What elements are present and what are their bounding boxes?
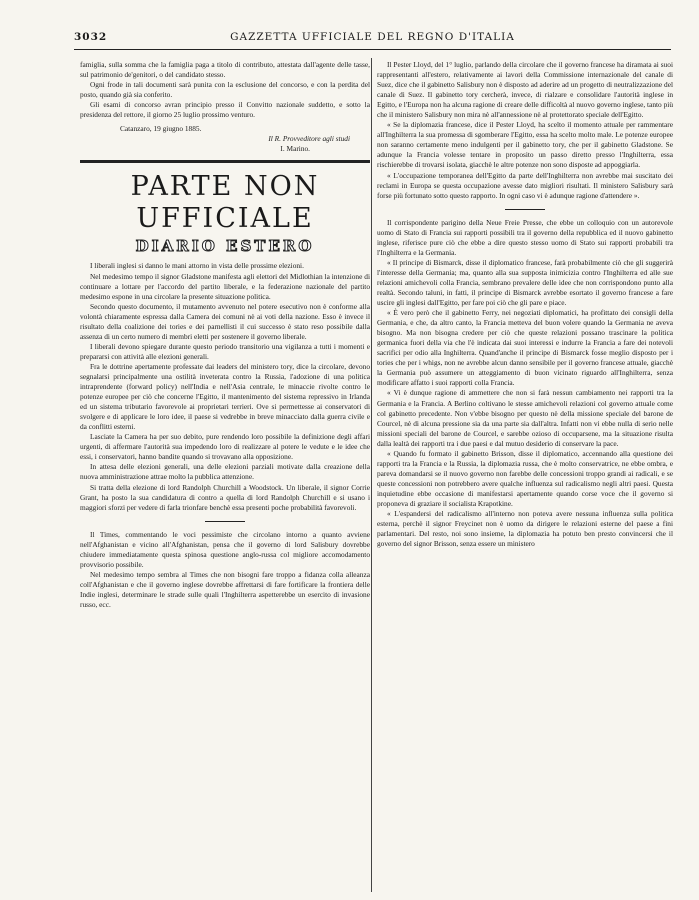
signer-title: Il R. Provveditore agli studi (268, 134, 350, 144)
paragraph: Nel medesimo tempo sembra al Times che non bisogni fare troppo a fidanza colla alleanza coll'Afghanistan e che il governo inglese dovrebbe affrettarsi di fare fortificare la frontiera delle Indie inglesi, determinare le strade sulle quali l'Inghilterra aspetterebbe un esercito di invasione russo, ecc. (80, 569, 370, 609)
page-number: 3032 (74, 31, 108, 43)
paragraph: Si tratta della elezione di lord Randolph Churchill a Woodstock. Un liberale, il signor Corrie Grant, ha posto la sua candidatura di contro a quella di lord Randolph Churchill e si usano i maggiori sforzi per vedere di farla trionfare benchè essa presenti poche probabilità favorevoli. (80, 482, 370, 512)
paragraph: Il Pester Lloyd, del 1° luglio, parlando della circolare che il governo francese ha diramata ai suoi rappresentanti all'estero, relativamente ai lavori della Commissione internazionale del canale di Suez, dice che il gabinetto Salisbury non è disposto ad aderire ad un progetto di neutralizzazione del canale di Suez. Il gabinetto tory cercherà, invece, di rialzare e consolidare l'autorità inglese in Egitto, e l'Europa non ha alcuna ragione di creare delle difficoltà al nuovo governo inglese, tanto più che il ministero Salisbury non mira nè all'annessione nè al protettorato speciale dell'Egitto. (377, 60, 673, 120)
paragraph: « L'espandersi del radicalismo all'interno non poteva avere nessuna influenza sulla politica esterna, perchè il signor Freycinet non è uomo da dirigere le relazioni esterne del paese a fini parlamentari. Del resto, noi sono insieme, la diplomazia ha potuto ben presto convincersi che il governo del signor Brisson, senza essere un ministero (377, 509, 673, 549)
paragraph: « Il principe di Bismarck, disse il diplomatico francese, farà probabilmente ciò che gli suggerirà l'interesse della Germania; ma, quanto alla sua supposta inimicizia contro l'Inghilterra ed alle sue relazioni amichevoli colla Francia, sembrano prevalere delle idee che non corrispondono punto alla realtà. Secondo taluni, in fatti, il principe di Bismarck avrebbe esortato il governo francese a fare uscire gli inglesi dall'Egitto, per fare poi ciò che gli pare e piace. (377, 257, 673, 308)
section-subtitle: DIARIO ESTERO (135, 237, 315, 256)
dateline: Catanzaro, 19 giugno 1885. (120, 124, 202, 134)
paragraph: Ogni frode in tali documenti sarà punita con la esclusione del concorso, e con la perdita del posto, quando già sia conferito. (80, 80, 370, 100)
paragraph: Il Times, commentando le voci pessimiste che circolano intorno a quanto avviene nell'Afghanistan e vicino all'Afghanistan, pensa che il governo di lord Salisbury dovrebbe chiudere immediatamente questa spinosa questione anglo-russa col migliore accomodamento provvisorio possibile. (80, 529, 370, 569)
paragraph: « Quando fu formato il gabinetto Brisson, disse il diplomatico, accennando alla questione dei rapporti tra la Francia e la Russia, la diplomazia russa, che è molto conservatrice, ne ebbe ombra, e pareva domandarsi se il nuovo governo non farebbe delle concessioni troppo grandi ai radicali, e se queste concessioni non potrebbero avere qualche influenza sul radicalismo negli altri paesi. Questa inquietudine ebbe occasione di manifestarsi apertamente quando corse voce che il governo si proponeva di graziare il socialista Krapotkine. (377, 448, 673, 508)
section-rule (80, 160, 370, 163)
paragraph: I liberali inglesi si danno le mani attorno in vista delle prossime elezioni. (90, 261, 304, 271)
divider (205, 521, 245, 522)
paragraph: « L'occupazione temporanea dell'Egitto da parte dell'Inghilterra non avrebbe mai suscitato dei reclami in Europa se questa occupazione avesse dato migliori risultati. Il ministero Salisbury sarà forse più fortunato sotto questo rapporto. In ogni caso vi è adunque ragione d'attendere ». (377, 170, 673, 200)
right-column (377, 60, 673, 549)
column-divider (371, 58, 372, 892)
paragraph: Il corrispondente parigino della Neue Freie Presse, che ebbe un colloquio con un autorevole uomo di Stato di Francia sui rapporti possibili tra il governo della repubblica ed il nuovo gabinetto inglese, riferisce pure ciò che ebbe a dire questo stesso uomo di Stato sui rapporti probabili tra l'Inghilterra e la Germania. (377, 217, 673, 257)
left-column (80, 60, 370, 610)
paragraph: Secondo questo documento, il mutamento avvenuto nel potere esecutivo non è conforme alla volontà chiaramente espressa dalla Camera dei comuni nè ai voti della nazione. Esso è invece il risultato della coalizione dei tories e dei parnellisti il cui successo è stato reso possibile dalla assenza di un certo numero di membri eletti per sostenere il governo liberale. (80, 301, 370, 341)
paragraph: Nel medesimo tempo il signor Gladstone manifesta agli elettori del Midlothian la intenzione di continuare a lottare per l'accordo del partito liberale, e la federazione nazionale del partito medesimo espone in una circolare la presente situazione politica. (80, 271, 370, 301)
paragraph: Lasciate la Camera ha per suo debito, pure rendendo loro possibile la definizione degli affari urgenti, di affermare l'autorità sua impedendo loro di realizzare al potere le vedute e le idee che essi, i conservatori, hanno bandite quando si trovavano alla opposizione. (80, 432, 370, 462)
paragraph: Gli esami di concorso avran principio presso il Convitto nazionale suddetto, e sotto la presidenza del rettore, il giorno 25 luglio prossimo venturo. (80, 100, 370, 120)
paragraph: « Vi è dunque ragione di ammettere che non si farà nessun cambiamento nei rapporti tra la Germania e la Francia. A Berlino coltivano le stesse amichevoli relazioni col governo attuale come col gabinetto precedente. Non v'ebbe bisogno per questo nè della missione speciale del barone de Courcel, nè di alcuna pressione sia da una parte sia dall'altra. Infatti non vi ebbe nulla di serio nelle missioni speciali del barone de Courcel, e sarebbe ozioso di occuparsene, ma la situazione risulta dalla lealtà dei rapporti tra i due paesi e dal mutuo desiderio di conservare la pace. (377, 388, 673, 448)
signer-name: I. Marino. (280, 144, 310, 154)
paragraph: In attesa delle elezioni generali, una delle elezioni parziali motivate dalla creazione della nuova amministrazione attrae molto la pubblica attenzione. (80, 462, 370, 482)
section-title: PARTE NON UFFICIALE (130, 171, 320, 235)
paragraph: « È vero però che il gabinetto Ferry, nei negoziati diplomatici, ha profittato dei consigli della Germania, e che, da altro canto, la Francia metteva del buon volere quando la Germania ne aveva bisogno. Ma non bisogna credere per ciò che queste relazioni possano trascinare la politica germanica fuori della via che l'è indicata dai suoi interessi e indurre la Francia a fare dei notevoli sacrifici per odio alla Inghilterra. Quand'anche il principe di Bismarck fosse meglio disposto per i tories che per i whigs, non ne avrebbe alcun danno sensibile per il governo francese attuale, giacchè la Germania può assumere un atteggiamento di buon vicinato riguardo all'Inghilterra, senza modificare affatto i suoi rapporti colla Francia. (377, 308, 673, 388)
paragraph: famiglia, sulla somma che la famiglia paga a titolo di contributo, attestata dall'agente delle tasse, sul patrimonio de'genitori, o del candidato stesso. (80, 60, 370, 80)
page-header (74, 27, 671, 50)
paragraph: Fra le dottrine apertamente professate dai leaders del ministero tory, dice la circolare, devono segnalarsi principalmente una ostilità inveterata contro la Russia, l'adozione di una politica intraprendente (forward policy) nell'India e nell'Asia centrale, le minaccie rivolte contro le potenze europee per ciò che concerne l'Egitto, il mantenimento del sistema repressivo in Irlanda ed un sistema tributario favorevole ai proprietari terrieri. Ove si permettesse ai conservatori di svolgere e di applicare le loro idee, il paese si vedrebbe in breve minacciato dalla guerra civile e da conflitti esterni. (80, 361, 370, 432)
gazette-title: GAZZETTA UFFICIALE DEL REGNO D'ITALIA (230, 31, 515, 43)
paragraph: « Se la diplomazia francese, dice il Pester Lloyd, ha scelto il momento attuale per rammentare all'Inghilterra la sua promessa di sgomberare l'Egitto, essa ha scelto molto male. Le potenze europee non saranno certamente meno indulgenti per il gabinetto tory, che per il gabinetto Gladstone. Se adunque la Francia volesse tentare in proposito un passo diretto presso l'Inghilterra, essa rischierebbe di trovarsi isolata, giacchè le altre potenze non sono disposte ad appoggiarla. (377, 120, 673, 170)
paragraph: I liberali devono spiegare durante questo periodo transitorio una vigilanza a tutti i momenti e prepararsi con attività alle elezioni generali. (80, 341, 370, 361)
divider (505, 209, 545, 210)
